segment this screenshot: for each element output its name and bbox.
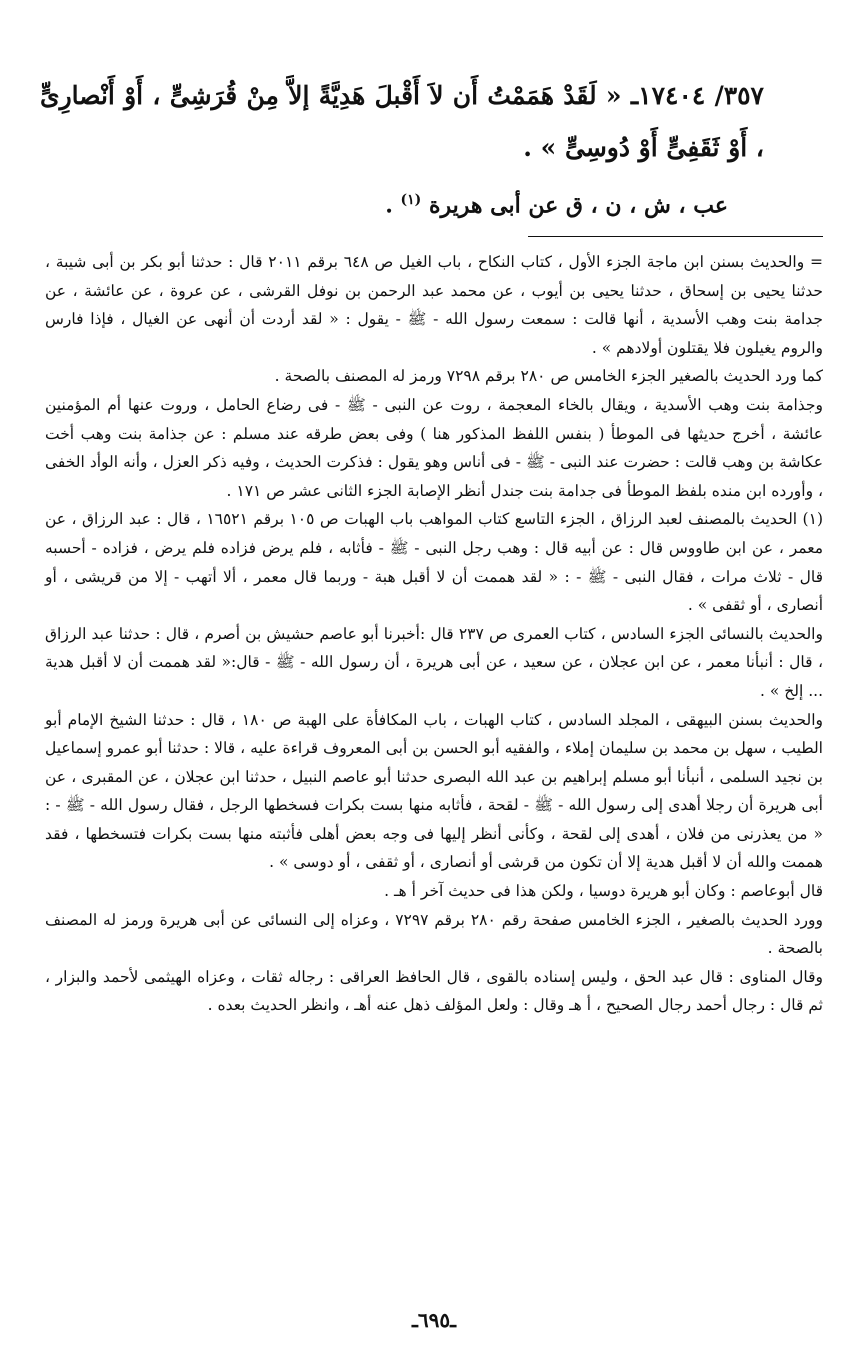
- note-paragraph: كما ورد الحديث بالصغير الجزء الخامس ص ٢٨٠ برقم ٧٢٩٨ ورمز له المصنف بالصحة .: [274, 367, 823, 386]
- page-number: ـ٦٩٥ـ: [412, 1308, 456, 1332]
- note-paragraph: وجذامة بنت وهب الأسدية ، ويقال بالخاء المعجمة ، روت عن النبى - ﷺ - فى رضاع الحامل ، وروت عنها أم المؤمنين عائشة ، أخرج حديثها فى الموطأ ( بنفس اللفظ المذكور هنا ) وفى بعض طرقه عند مسلم : عن جذامة بنت وهب أخت عكاشة بن وهب قالت : حضرت عند النبى - ﷺ - فى أناس وهو يقول : فذكرت الحديث ، وفيه ذكر العزل ، وأنه الوأد الخفى ، وأورده ابن منده بلفظ الموطأ فى جدامة بنت جندل أنظر الإصابة الجزء الثانى عشر ص ١٧١ .: [45, 395, 823, 500]
- note-paragraph: = والحديث بسنن ابن ماجة الجزء الأول ، كتاب النكاح ، باب الغيل ص ٦٤٨ برقم ٢٠١١ قال : حدثنا أبو بكر بن أبى شيبة ، حدثنا يحيى بن إسحاق ، حدثنا يحيى بن أيوب ، عن محمد عبد الرحمن بن نوفل القرشى ، عن عروة ، عن عائشة ، عن جدامة بنت وهب الأسدية ، أنها قالت : سمعت رسول الله - ﷺ - يقول : « لقد أردت أن أنهى عن الغيال ، فإذا فارس والروم يغيلون فلا يقتلون أولادهم » .: [45, 253, 823, 357]
- source-end: .: [385, 192, 401, 219]
- hadith-source: [385, 182, 728, 223]
- note-paragraph: وقال المناوى : قال عبد الحق ، وليس إسناده بالقوى ، قال الحافظ العراقى : رجاله ثقات ، وعزاه الهيثمى لأحمد والبزار ، ثم قال : رجال أحمد رجال الصحيح ، أ هـ وقال : ولعل المؤلف ذهل عنه أهـ ، وانظر الحديث بعده .: [45, 967, 823, 1015]
- footnote-1: (١) الحديث بالمصنف لعبد الرزاق ، الجزء التاسع كتاب المواهب باب الهبات ص ١٠٥ برقم ١٦٥٢١ ، قال : عبد الرزاق ، عن معمر ، عن ابن طاووس قال : عن أبيه قال : وهب رجل النبى - ﷺ - فأثابه ، فلم يرض فزاده فلم يرض ، فزاده - أحسبه قال - ثلاث مرات ، فقال النبى - ﷺ - : « لقد هممت أن لا أقبل هبة - وربما قال معمر ، ألا أتهب - إلا من قريشى ، أو أنصارى ، أو ثقفى » .: [45, 510, 823, 615]
- note-paragraph: قال أبوعاصم : وكان أبو هريرة دوسيا ، ولكن هذا فى حديث آخر أ هـ .: [384, 882, 823, 901]
- note-paragraph: والحديث بالنسائى الجزء السادس ، كتاب العمرى ص ٢٣٧ قال :أخبرنا أبو عاصم حشيش بن أصرم ، قال : حدثنا عبد الرزاق ، قال : أنبأنا معمر ، عن ابن عجلان ، عن سعيد ، عن أبى هريرة ، أن رسول الله - ﷺ - قال:« لقد هممت أن لا أقبل هدية ... إلخ » .: [45, 624, 823, 700]
- footnotes: [45, 248, 823, 1020]
- note-paragraph: وورد الحديث بالصغير ، الجزء الخامس صفحة رقم ٢٨٠ برقم ٧٢٩٧ ، وعزاه إلى النسائى عن أبى هريرة ورمز له المصنف بالصحة .: [45, 910, 823, 958]
- footnote-reference: (١): [400, 192, 422, 208]
- note-paragraph: والحديث بسنن البيهقى ، المجلد السادس ، كتاب الهبات ، باب المكافأة على الهبة ص ١٨٠ ، قال : حدثنا الشيخ الإمام أبو الطيب ، سهل بن محمد بن سليمان إملاء ، والفقيه أبو الحسن بن أبى المعروف قراءة عليه ، قالا : حدثنا أبو عمرو إسماعيل بن نجيد السلمى ، أنبأنا أبو مسلم إبراهيم بن عبد الله البصرى حدثنا أبو عاصم النبيل ، حدثنا ابن عجلان ، عن المقبرى ، عن أبى هريرة أن رجلا أهدى إلى رسول الله - ﷺ - لقحة ، فأثابه منها بست بكرات فسخطها الرجل ، فقال رسول الله - ﷺ - : « من يعذرنى من فلان ، أهدى إلى لقحة ، وكأنى أنظر إليها فى وجه بعض أهلى فأثبته منها بست بكرات فتسخطها ، فقد هممت والله أن لا أقبل هدية إلا أن تكون من قرشى أو أنصارى ، أو ثقفى ، أو دوسى » .: [45, 710, 824, 872]
- source-text: عب ، ش ، ن ، ق عن أبى هريرة: [428, 192, 728, 219]
- hadith-text: ٣٥٧/ ١٧٤٠٤ـ « لَقَدْ هَمَمْتُ أَن لاَ أَقْبلَ هَدِيَّةً إلاَّ مِنْ قُرَشِىٍّ ، أَوْ أَنْصارِىٍّ ، أَوْ ثَقَفِىٍّ أَوْ دُوسِىٍّ » .: [40, 81, 764, 162]
- footnote-separator: [528, 236, 823, 237]
